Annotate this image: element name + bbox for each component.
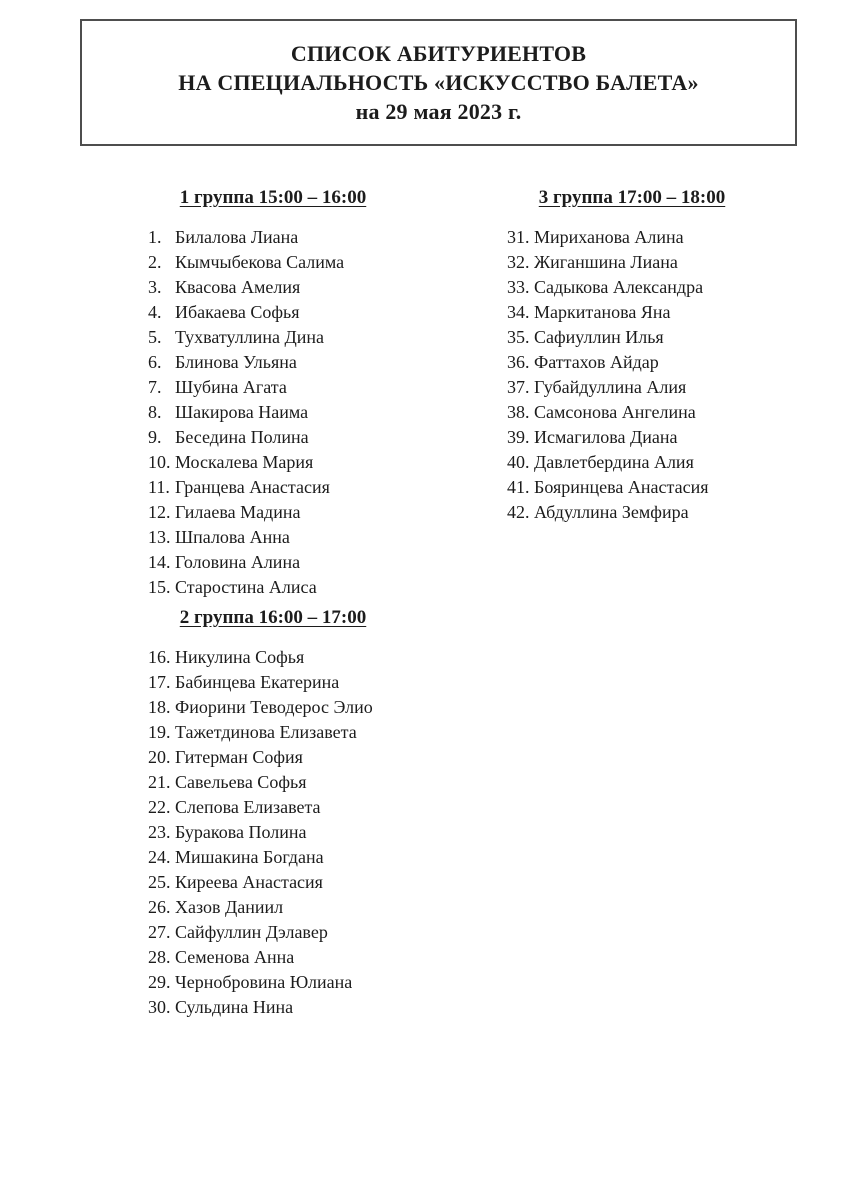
list-item-name: Никулина Софья xyxy=(175,647,305,667)
group-2-header: 2 группа 16:00 – 17:00 xyxy=(179,607,367,628)
list-item xyxy=(507,350,837,375)
list-item-name: Фаттахов Айдар xyxy=(534,352,659,372)
list-item xyxy=(507,250,837,275)
list-item-name: Губайдуллина Алия xyxy=(534,377,687,397)
left-column xyxy=(148,186,478,1020)
list-item xyxy=(507,450,837,475)
list-item-number: 30. xyxy=(148,997,171,1017)
list-item-name: Мишакина Богдана xyxy=(175,847,324,867)
list-item-name: Самсонова Ангелина xyxy=(534,402,696,422)
list-item-name: Беседина Полина xyxy=(175,427,309,447)
list-item-number: 38. xyxy=(507,402,530,422)
list-item-number: 8. xyxy=(148,402,162,422)
list-item xyxy=(148,970,478,995)
group-2-block xyxy=(148,606,478,1020)
list-item-name: Буракова Полина xyxy=(175,822,307,842)
right-column xyxy=(507,186,837,525)
list-item xyxy=(148,400,478,425)
page-title-line-3: на 29 мая 2023 г. xyxy=(355,99,522,124)
page-title-line-2: НА СПЕЦИАЛЬНОСТЬ «ИСКУССТВО БАЛЕТА» xyxy=(178,70,699,95)
list-item-number: 1. xyxy=(148,227,162,247)
list-item-name: Давлетбердина Алия xyxy=(534,452,694,472)
list-item xyxy=(148,525,478,550)
list-item xyxy=(148,475,478,500)
list-item-name: Слепова Елизавета xyxy=(175,797,321,817)
list-item xyxy=(148,720,478,745)
list-item-number: 17. xyxy=(148,672,171,692)
list-item-name: Фиорини Теводерос Элио xyxy=(175,697,373,717)
list-item-number: 7. xyxy=(148,377,162,397)
list-item xyxy=(148,575,478,600)
list-item xyxy=(148,325,478,350)
group-3-block xyxy=(507,186,837,525)
list-item-number: 19. xyxy=(148,722,171,742)
list-item-name: Головина Алина xyxy=(175,552,301,572)
list-item-number: 15. xyxy=(148,577,171,597)
list-item-name: Блинова Ульяна xyxy=(175,352,297,372)
list-item-name: Квасова Амелия xyxy=(175,277,301,297)
list-item-number: 28. xyxy=(148,947,171,967)
list-item-number: 3. xyxy=(148,277,162,297)
list-item-number: 21. xyxy=(148,772,171,792)
list-item xyxy=(507,500,837,525)
list-item xyxy=(148,250,478,275)
list-item xyxy=(507,300,837,325)
list-item xyxy=(148,670,478,695)
list-item xyxy=(148,820,478,845)
list-item xyxy=(148,500,478,525)
list-item-number: 5. xyxy=(148,327,162,347)
list-item-name: Шубина Агата xyxy=(175,377,287,397)
list-item-number: 16. xyxy=(148,647,171,667)
list-item-number: 6. xyxy=(148,352,162,372)
group-3-list xyxy=(507,225,837,525)
list-item xyxy=(507,225,837,250)
list-item-number: 14. xyxy=(148,552,171,572)
list-item-number: 4. xyxy=(148,302,162,322)
list-item-name: Садыкова Александра xyxy=(534,277,704,297)
list-item-name: Кымчыбекова Салима xyxy=(175,252,345,272)
list-item xyxy=(148,350,478,375)
list-item-number: 42. xyxy=(507,502,530,522)
list-item xyxy=(148,450,478,475)
list-item-name: Абдуллина Земфира xyxy=(534,502,689,522)
list-item xyxy=(148,845,478,870)
list-item-name: Шпалова Анна xyxy=(175,527,290,547)
list-item-number: 32. xyxy=(507,252,530,272)
list-item-name: Хазов Даниил xyxy=(175,897,284,917)
list-item-number: 31. xyxy=(507,227,530,247)
list-item xyxy=(148,225,478,250)
list-item xyxy=(148,795,478,820)
list-item-name: Киреева Анастасия xyxy=(175,872,323,892)
list-item xyxy=(148,995,478,1020)
group-1-list xyxy=(148,225,478,600)
group-1-block xyxy=(148,186,478,600)
list-item-name: Чернобровина Юлиана xyxy=(175,972,353,992)
list-item-name: Гитерман София xyxy=(175,747,303,767)
list-item xyxy=(148,945,478,970)
list-item-name: Ибакаева Софья xyxy=(175,302,300,322)
list-item-number: 29. xyxy=(148,972,171,992)
list-item-name: Гилаева Мадина xyxy=(175,502,301,522)
group-1-header: 1 группа 15:00 – 16:00 xyxy=(179,187,367,208)
list-item-name: Савельева Софья xyxy=(175,772,307,792)
list-item-name: Бабинцева Екатерина xyxy=(175,672,340,692)
list-item-number: 37. xyxy=(507,377,530,397)
list-item-number: 23. xyxy=(148,822,171,842)
list-item xyxy=(148,375,478,400)
list-item-number: 35. xyxy=(507,327,530,347)
list-item-number: 20. xyxy=(148,747,171,767)
list-item-name: Сульдина Нина xyxy=(175,997,294,1017)
list-item-name: Сайфуллин Дэлавер xyxy=(175,922,328,942)
list-item-name: Бояринцева Анастасия xyxy=(534,477,709,497)
list-item xyxy=(148,870,478,895)
list-item-name: Билалова Лиана xyxy=(175,227,299,247)
list-item xyxy=(148,745,478,770)
list-item xyxy=(148,425,478,450)
list-item-name: Сафиуллин Илья xyxy=(534,327,664,347)
list-item xyxy=(507,275,837,300)
list-item xyxy=(148,275,478,300)
list-item xyxy=(507,475,837,500)
group-2-list xyxy=(148,645,478,1020)
list-item-name: Жиганшина Лиана xyxy=(534,252,678,272)
list-item-name: Гранцева Анастасия xyxy=(175,477,330,497)
list-item xyxy=(148,645,478,670)
group-3-header: 3 группа 17:00 – 18:00 xyxy=(538,187,726,208)
list-item-number: 13. xyxy=(148,527,171,547)
list-item-number: 40. xyxy=(507,452,530,472)
list-item-name: Исмагилова Диана xyxy=(534,427,678,447)
list-item-name: Семенова Анна xyxy=(175,947,295,967)
list-item-name: Мириханова Алина xyxy=(534,227,684,247)
list-item-name: Тухватуллина Дина xyxy=(175,327,324,347)
list-item-number: 25. xyxy=(148,872,171,892)
list-item-number: 33. xyxy=(507,277,530,297)
list-item-number: 39. xyxy=(507,427,530,447)
list-item xyxy=(507,325,837,350)
list-item xyxy=(148,550,478,575)
list-item-number: 27. xyxy=(148,922,171,942)
list-item-number: 41. xyxy=(507,477,530,497)
list-item-number: 22. xyxy=(148,797,171,817)
list-item-name: Москалева Мария xyxy=(175,452,314,472)
list-item-number: 24. xyxy=(148,847,171,867)
list-item-number: 11. xyxy=(148,477,170,497)
list-item xyxy=(507,425,837,450)
list-item-name: Тажетдинова Елизавета xyxy=(175,722,357,742)
list-item-number: 36. xyxy=(507,352,530,372)
title-box xyxy=(80,19,797,146)
list-item xyxy=(148,695,478,720)
list-item-number: 34. xyxy=(507,302,530,322)
list-item xyxy=(507,400,837,425)
list-item-number: 12. xyxy=(148,502,171,522)
list-item-number: 10. xyxy=(148,452,171,472)
list-item-name: Старостина Алиса xyxy=(175,577,317,597)
list-item xyxy=(148,300,478,325)
list-item-number: 26. xyxy=(148,897,171,917)
list-item-name: Маркитанова Яна xyxy=(534,302,671,322)
list-item-number: 18. xyxy=(148,697,171,717)
list-item xyxy=(148,770,478,795)
page-title-line-1: СПИСОК АБИТУРИЕНТОВ xyxy=(290,41,587,66)
list-item xyxy=(148,895,478,920)
list-item xyxy=(148,920,478,945)
list-item-number: 2. xyxy=(148,252,162,272)
list-item-name: Шакирова Наима xyxy=(175,402,309,422)
list-item-number: 9. xyxy=(148,427,162,447)
list-item xyxy=(507,375,837,400)
